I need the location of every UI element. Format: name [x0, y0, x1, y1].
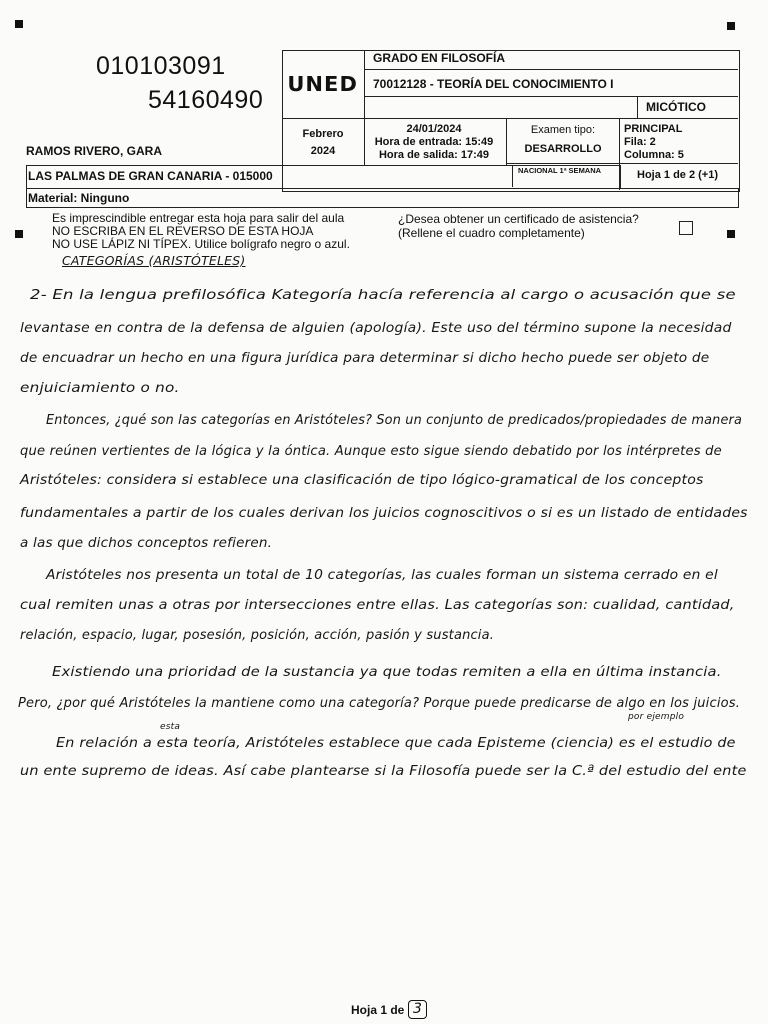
material-allowed: Material: Ninguno: [28, 191, 130, 205]
exam-type-label: Examen tipo:: [530, 124, 596, 136]
handwritten-insert-2: esta: [160, 722, 181, 732]
handwritten-line: Aristóteles nos presenta un total de 10 categorías, las cuales forman un sistema cerrado en el: [46, 567, 718, 583]
certificate-hint: (Rellene el cuadro completamente): [398, 226, 585, 240]
handwritten-line: 2- En la lengua prefilosófica Kategoría hacía referencia al cargo o acusación que se: [30, 287, 736, 303]
logo-cell: [282, 50, 365, 118]
handwritten-line: un ente supremo de ideas. Así cabe plantearse si la Filosofía puede ser la C.ª del estudio del ente: [20, 763, 747, 779]
seat-column: Columna: 5: [624, 149, 684, 161]
id-number-1: 010103091: [96, 52, 226, 80]
exam-center: LAS PALMAS DE GRAN CANARIA - 015000: [28, 169, 273, 183]
handwritten-line: que reúnen vertientes de la lógica y la óntica. Aunque esto sigue siendo debatido por los intérpretes de: [20, 443, 722, 459]
page-footer-label: Hoja 1 de: [351, 1003, 405, 1017]
sheet-info: Hoja 1 de 2 (+1): [637, 169, 719, 181]
handwritten-line: a las que dichos conceptos refieren.: [20, 535, 273, 551]
handwritten-line: fundamentales a partir de los cuales derivan los juicios cognoscitivos o si es un listado de entidades: [20, 505, 748, 521]
handwritten-insert-1: por ejemplo: [628, 712, 685, 722]
handwritten-line: Existiendo una prioridad de la sustancia ya que todas remiten a ella en última instancia.: [52, 664, 722, 680]
handwritten-line: Pero, ¿por qué Aristóteles la mantiene como una categoría? Porque puede predicarse de algo en los juicios.: [18, 695, 741, 711]
material-row: [26, 188, 739, 208]
handwritten-line: cual remiten unas a otras por intersecciones entre ellas. Las categorías son: cualidad, cantidad,: [20, 597, 735, 613]
handwritten-line: Entonces, ¿qué son las categorías en Aristóteles? Son un conjunto de predicados/propiedades de manera: [46, 412, 743, 428]
instruction-line-2: NO ESCRIBA EN EL REVERSO DE ESTA HOJA: [52, 224, 314, 238]
exam-type-value: DESARROLLO: [524, 143, 602, 155]
certificate-checkbox[interactable]: [679, 221, 693, 235]
exam-date: 24/01/2024: [406, 123, 462, 135]
seat-row: Fila: 2: [624, 136, 656, 148]
instruction-line-3: NO USE LÁPIZ NI TÍPEX. Utilice bolígrafo negro o azul.: [52, 237, 350, 251]
registration-mark-mid-left: [15, 230, 23, 238]
course-name: 70012128 - TEORÍA DEL CONOCIMIENTO I: [373, 77, 614, 91]
instruction-line-1: Es imprescindible entregar esta hoja para salir del aula: [52, 211, 345, 225]
id-number-2: 54160490: [148, 86, 264, 114]
registration-mark-top-left: [15, 20, 23, 28]
exam-year: 2024: [310, 145, 336, 157]
handwritten-heading: CATEGORÍAS (ARISTÓTELES): [62, 253, 246, 268]
exit-time: Hora de salida: 17:49: [378, 149, 490, 161]
id-block: [0, 52, 268, 122]
session: PRINCIPAL: [624, 123, 683, 135]
exam-month: Febrero: [302, 128, 344, 140]
handwritten-line: enjuiciamiento o no.: [20, 380, 180, 396]
instructions-block: [52, 212, 350, 251]
handwritten-line: En relación a esta teoría, Aristóteles establece que cada Episteme (ciencia) es el estudio de: [56, 735, 736, 751]
entry-time: Hora de entrada: 15:49: [374, 136, 494, 148]
certificate-question: ¿Desea obtener un certificado de asistencia?: [398, 212, 639, 226]
handwritten-line: de encuadrar un hecho en una figura jurídica para determinar si dicho hecho puede ser objeto de: [20, 350, 710, 366]
degree-name: GRADO EN FILOSOFÍA: [373, 51, 505, 65]
registration-mark-mid-right: [727, 230, 735, 238]
group-name: MICÓTICO: [646, 100, 706, 114]
national-week: NACIONAL 1ª SEMANA: [518, 166, 602, 175]
page-footer-total: 3: [408, 1000, 427, 1019]
uned-logo: UNED: [287, 72, 359, 96]
handwritten-line: relación, espacio, lugar, posesión, posición, acción, pasión y sustancia.: [20, 627, 495, 643]
handwritten-line: levantase en contra de la defensa de alguien (apología). Este uso del término supone la necesidad: [20, 320, 732, 336]
registration-mark-top-right: [727, 22, 735, 30]
student-name: RAMOS RIVERO, GARA: [26, 144, 163, 158]
certificate-block: [398, 212, 639, 240]
handwritten-line: Aristóteles: considera si establece una clasificación de tipo lógico-gramatical de los conceptos: [20, 472, 704, 488]
